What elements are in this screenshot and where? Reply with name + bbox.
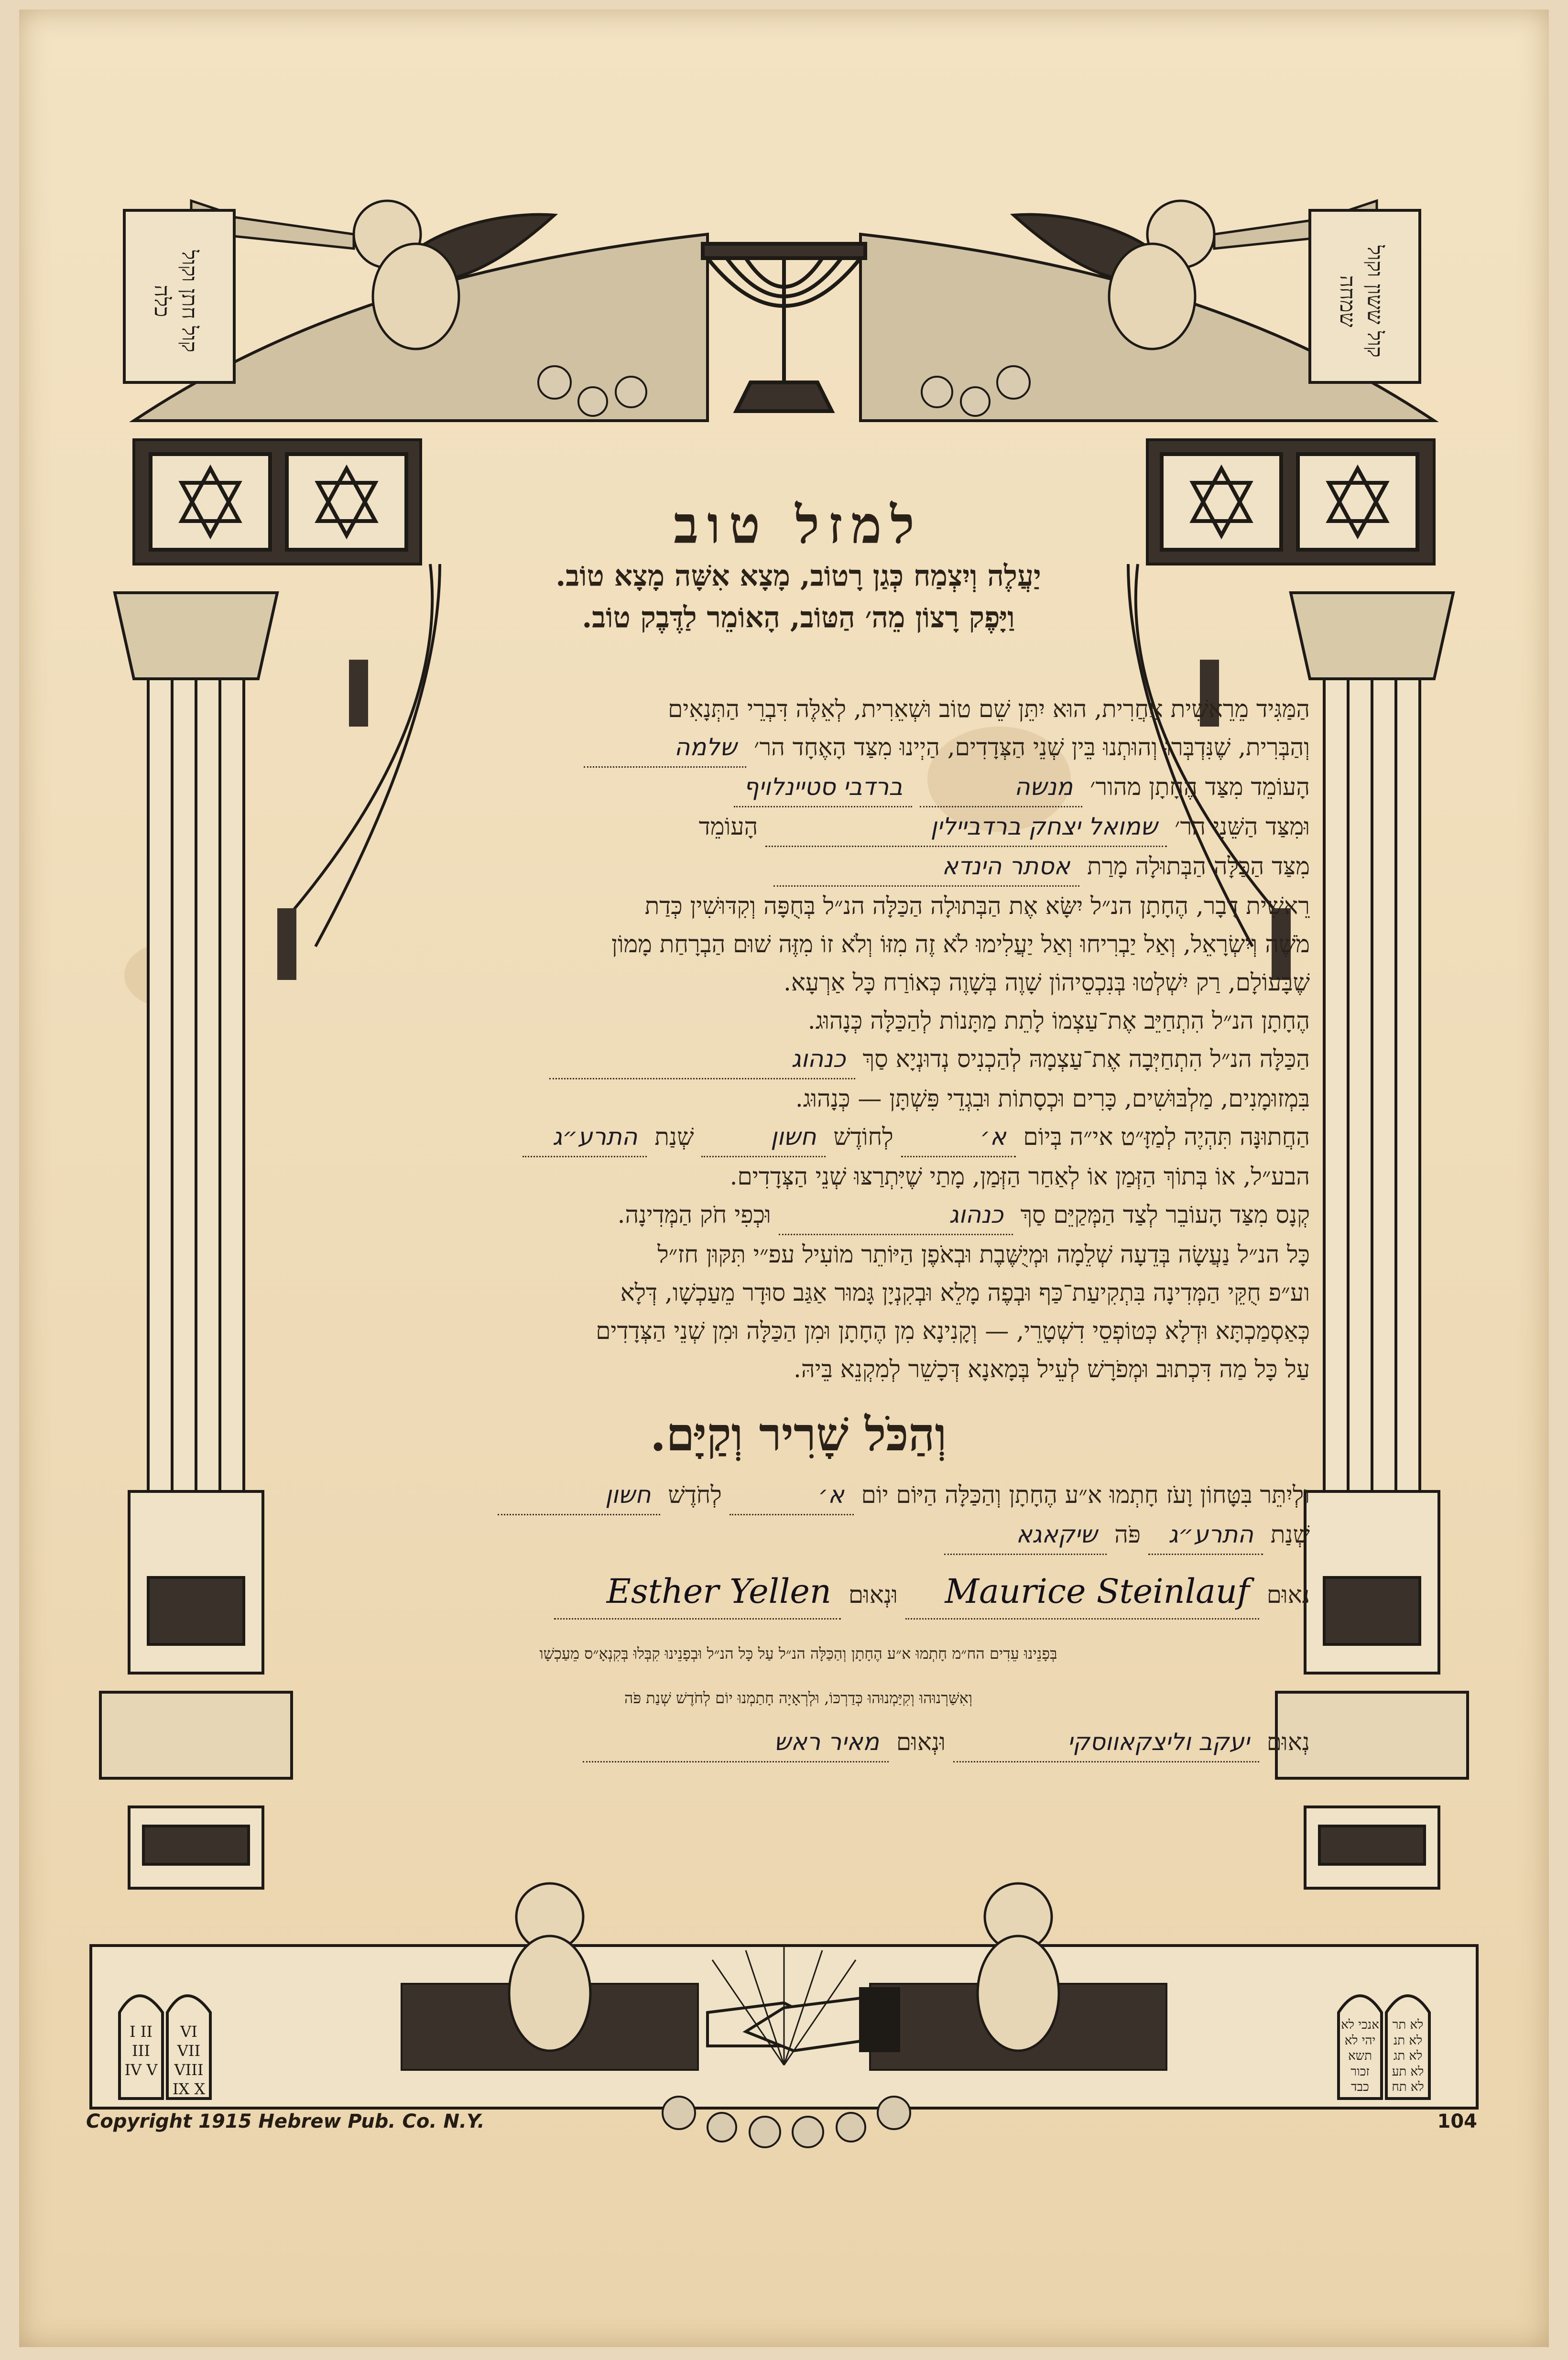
tablet-left-numerals-a: I II III IV V <box>124 2023 158 2079</box>
spacer <box>287 637 1310 690</box>
body-line-11: בִּמְזוּמָנִים, מַלְבּוּשִׁים, כָּרִים וּכְסָתוֹת וּבִגְדֵי פִּשְׁתָּן — כְּנָהוּג. <box>795 1084 1310 1112</box>
witness-header-1: בְּפָנֵינוּ עֵדִים הח״מ חָתְמוּ א״ע הֶחָתָן וְהַכַּלָּה הנ״ל עַל כָּל הנ״ל וּבְפָנֵינוּ קִבְּלוּ בְּקִנְאָ״ס מֵעַכְשָׁו <box>539 1644 1057 1663</box>
body-line-3 <box>287 768 1310 807</box>
body-text: הַכַּלָּה הנ״ל הִתְחַיְּבָה אֶת־עַצְמָהּ לְהַכְנִיס נְדוּנְיָא סַךְ <box>862 1044 1310 1073</box>
banner-left-text: קול חתן וקול כלה <box>150 250 202 353</box>
signature-line <box>287 1565 1310 1620</box>
witness-line <box>287 1723 1310 1762</box>
body-line-2 <box>287 728 1310 768</box>
body-line-10 <box>287 1040 1310 1079</box>
body-text: שְׁנַת <box>1270 1520 1310 1548</box>
fill-sign-place: שיקאגא <box>944 1515 1107 1555</box>
body-line-20 <box>287 1515 1310 1555</box>
body-text: הָעוֹמֵד מִצַּד הֶחָתָן מהור׳ <box>1090 772 1310 801</box>
body-line-4 <box>287 807 1310 847</box>
tablet-right-words-b: לא תר לא תנ לא תג לא תע לא תח <box>1392 2018 1424 2094</box>
cherub-bottom-left <box>509 1883 590 2051</box>
body-text: וּנְאוּם <box>896 1728 946 1756</box>
body-text: וּכְפִי חֹק הַמְּדִינָה. <box>617 1200 771 1229</box>
body-line-7: מֹשֶׁה וְיִשְׂרָאֵל, וְאַל יַבְרִיחוּ וְאַל יַעֲלִימוּ לֹא זֶה מִזּוֹ וְלֹא זוֹ מִזֶּה שׁוּם הַבְרָחַת מָמוֹן <box>611 930 1310 958</box>
body-line-17: כְּאַסְמַכְתָּא וּדְלָא כְּטוֹפְסֵי דִשְׁטָרֵי, — וְקָנִינָא מִן הֶחָתָן וּמִן הַכַּלָּה וּמִן שְׁנֵי הַצְּדָדִים <box>596 1316 1310 1345</box>
ketubah-document <box>19 10 1549 2347</box>
fill-sign-day: א׳ <box>730 1476 854 1515</box>
body-text: וּמִצַּד הַשֵּׁנִי הר׳ <box>1175 812 1310 840</box>
tablet-left-numerals-b: VI VII VIII IX X <box>172 2023 206 2098</box>
closing-phrase: וְהַכֹּל שָׁרִיר וְקַיָּם. <box>650 1407 947 1461</box>
body-line-8: שֶׁבָּעוֹלָם, רַק יִשְׁלְטוּ בְּנִכְסֵיהוֹן שָׁוֶה בְּשָׁוֶה כְּאוֹרַח כָּל אַרְעָא. <box>783 968 1310 996</box>
subtitle-line-1: יַעֲלֶה וְיִצְמַח כְּגַן רָטוֹב, מָצָא אִשָּׁה מָצָא טוֹב. <box>555 559 1041 593</box>
body-line-14 <box>287 1196 1310 1235</box>
fill-dowry: כנהוג <box>549 1040 855 1079</box>
fill-bride-name: אסתר הינדא <box>773 847 1079 887</box>
plate-number: 104 <box>1437 2110 1477 2132</box>
fill-groom-name: מנשה <box>920 768 1082 807</box>
body-text: נְאוּם <box>1266 1728 1310 1756</box>
body-text: נְאוּם <box>1266 1580 1310 1609</box>
fill-father-groom: שלמה <box>584 728 746 768</box>
copyright-notice: Copyright 1915 Hebrew Pub. Co. N.Y. <box>86 2110 485 2132</box>
cherub-bottom-right <box>978 1883 1059 2051</box>
body-line-1: הַמַּגִּיד מֵרֵאשִׁית אַחֲרִית, הוּא יִתֵּן שֵׁם טוֹב וּשְׁאֵרִית, לְאֵלֶּה דִּבְרֵי הַתְּנָאִים <box>668 695 1310 723</box>
body-text: מִצַּד הַכַּלָּה הַבְּתוּלָה מָרַת <box>1087 852 1310 880</box>
body-text: לְחֹדֶשׁ <box>668 1480 722 1509</box>
body-line-13: הבע״ל, אוֹ בְּתוֹךְ הַזְּמַן אוֹ לְאַחַר הַזְּמַן, מָתַי שֶׁיִּתְרַצּוּ שְׁנֵי הַצְּדָדִים. <box>730 1162 1310 1190</box>
body-text: וְהַבְּרִית, שֶׁנִּדְבְּרוּ וְהוּתְנוּ בֵּין שְׁנֵי הַצְּדָדִים, הַיְינוּ מִצַּד הָאֶחָד הר׳ <box>754 733 1310 761</box>
body-line-6: רֵאשִׁית דָּבָר, הֶחָתָן הנ״ל יִשָּׂא אֶת הַבְּתוּלָה הַכַּלָּה הנ״ל בְּחֻפָּה וְקִדּוּשִׁין כְּדַת <box>644 892 1310 920</box>
body-text: וּלְיִתֵּר בִּטָּחוֹן וָעֹז חָתְמוּ א״ע הֶחָתָן וְהַכַּלָּה הַיּוֹם יוֹם <box>861 1480 1310 1509</box>
banner-right-text: קול ששון וקול שמחה <box>1335 245 1387 358</box>
body-text: פֹּה <box>1114 1520 1141 1548</box>
fill-wedding-month: חשון <box>701 1118 826 1157</box>
body-text: קְנָס מִצַּד הָעוֹבֵר לְצַד הַמְּקַיֵּם סַךְ <box>1020 1200 1310 1229</box>
witness-header-2: וְאִשַּׁרְנוּהוּ וְקִיַּמְנוּהוּ כְּדַרְכּוֹ, וּלְרְאָיָה חָתַמְנוּ יוֹם לְחֹדֶשׁ שְׁנַת פֹּה <box>624 1688 973 1707</box>
fill-sign-month: חשון <box>498 1476 660 1515</box>
fill-groom-surname: ברדבי סטיינלויף <box>734 768 912 807</box>
column-left <box>100 593 292 1888</box>
signature-bride: Esther Yellen <box>554 1565 841 1620</box>
body-line-16: וע״פ חֻקֵּי הַמְּדִינָה בִּתְקִיעַת־כַּף וּבְפֶה מָלֵא וּבְקִנְיָן גָּמוּר אַגַּב סוּדָר מֵעַכְשָׁו, דְּלָא <box>620 1278 1310 1306</box>
body-line-19 <box>287 1476 1310 1515</box>
witness-2: מאיר ראש <box>583 1723 889 1762</box>
body-line-12 <box>287 1118 1310 1157</box>
body-line-9: הֶחָתָן הנ״ל הִתְחַיֵּב אֶת־עַצְמוֹ לָתֵת מַתָּנוֹת לְהַכַּלָּה כְּנָהוּג. <box>807 1006 1310 1034</box>
fill-father-bride: שמואל יצחק ברדביילין <box>765 807 1167 847</box>
body-line-15: כָּל הנ״ל נַעֲשָׂה בְּדֵעָה שְׁלֵמָה וּמְיֻשֶּׁבֶת וּבְאֹפֶן הַיּוֹתֵר מוֹעִיל עפ״י תִּקּוּן חז״ל <box>657 1240 1310 1268</box>
fill-penalty: כנהוג <box>779 1196 1013 1235</box>
body-text: לְחוֹדֶשׁ <box>833 1122 893 1151</box>
witness-1: יעקב וליצקאווסקי <box>953 1723 1259 1762</box>
ketubah-text <box>287 497 1310 1762</box>
body-text: וּנְאוּם <box>848 1580 898 1609</box>
body-text: הַחֲתוּנָּה תִּהְיֶה לְמַזָּ״ט אי״ה בְּיוֹם <box>1023 1122 1310 1151</box>
body-text: הָעוֹמֵד <box>698 812 758 840</box>
body-line-18: עַל כָּל מַה דִּכְתוּב וּמְפֹרָשׁ לְעֵיל בְּמָאנָא דְּכָשֵׁר לְמִקְנֵא בֵּיהּ. <box>794 1355 1310 1383</box>
fill-sign-year: התרע״ג <box>1148 1515 1263 1555</box>
fill-wedding-year: התרע״ג <box>523 1118 647 1157</box>
body-line-5 <box>287 847 1310 887</box>
tablet-right-words-a: אנכי לא יהי לא תשא זכור כבד <box>1341 2018 1379 2094</box>
body-text: שְׁנַת <box>654 1122 694 1151</box>
page-title: למזל טוב <box>674 495 923 555</box>
menorah-icon <box>703 244 865 411</box>
signature-groom: Maurice Steinlauf <box>905 1565 1259 1620</box>
fill-wedding-day: א׳ <box>901 1118 1016 1157</box>
subtitle-line-2: וַיָּפֶק רָצוֹן מֵה׳ הַטּוֹב, הָאוֹמֵר לַדֶּבֶק טוֹב. <box>582 600 1015 634</box>
